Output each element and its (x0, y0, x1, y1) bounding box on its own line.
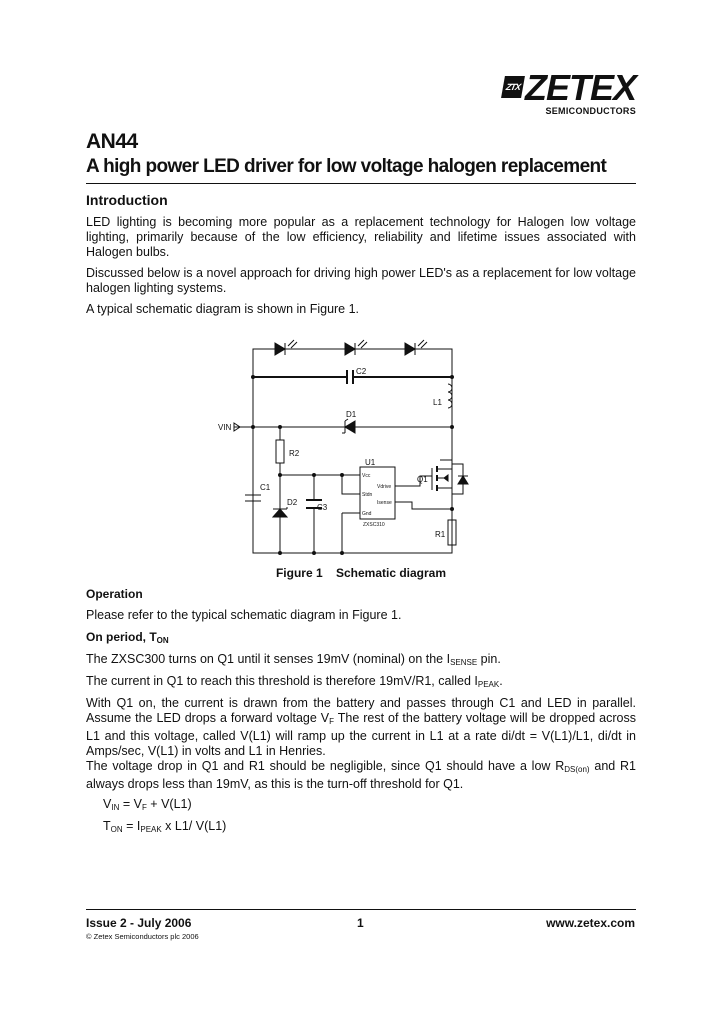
logo-subtitle: SEMICONDUCTORS (545, 106, 636, 116)
pin-isense: Isense (377, 500, 392, 506)
label-vin: VIN (218, 423, 232, 432)
intro-p1: LED lighting is becoming more popular as a replacement technology for Halogen low voltage lighting, primarily because of the low efficiency, reliability and lifetime issues associated with Halogen bulbs. (86, 215, 636, 259)
pin-vcc: Vcc (362, 473, 371, 479)
logo-mark-icon: ZTX (501, 76, 525, 98)
operation-p5: The voltage drop in Q1 and R1 should be negligible, since Q1 should have a low $R_{DS(on)}$ and R1 always drops less than 19mV, as this is the turn-off threshold for Q1. (86, 759, 637, 791)
on-period-heading: On period, $T_{ON}$ (86, 630, 169, 645)
intro-heading: Introduction (86, 192, 168, 208)
operation-p4: With Q1 on, the current is drawn from the battery and passes through C1 and LED in parallel. Assume the LED drops a forward voltage $V_F$ The rest of the battery voltage will be dropped across L1 and this voltage, called V(L1) will ramp up the current in L1 at a rate di/dt = V(L1)/L1, di/dt in Amps/sec, V(L1) in volts and L1 in Henries. (86, 696, 636, 758)
logo-name: ZETEX (524, 67, 636, 108)
pin-vdrive: Vdrive (377, 484, 392, 490)
label-c3: C3 (317, 503, 328, 512)
footer-url[interactable]: www.zetex.com (546, 916, 635, 930)
label-d1: D1 (346, 410, 357, 419)
pin-gnd: Gnd (362, 511, 372, 517)
equation-ton: $T_{ON} = I_{PEAK}$ x L1/ V(L1) (103, 819, 227, 834)
label-l1: L1 (433, 398, 442, 407)
label-q1: Q1 (417, 475, 428, 484)
pin-stdn: Stdn (362, 492, 373, 498)
equation-vin: $V_{IN} = V_F + V(L1)$ (103, 797, 192, 812)
label-u1: U1 (365, 458, 376, 467)
label-d2: D2 (287, 498, 298, 507)
intro-p2: Discussed below is a novel approach for driving high power LED's as a replacement for low voltage halogen lighting systems. (86, 266, 636, 295)
ic-part-number: ZXSC310 (363, 522, 385, 528)
label-r1: R1 (435, 530, 446, 539)
figure-caption: Figure 1 Schematic diagram (275, 566, 447, 580)
operation-p3: The current in Q1 to reach this threshold is therefore 19mV/R1, called $I_{PEAK}$. (86, 674, 503, 689)
operation-p1: Please refer to the typical schematic diagram in Figure 1. (86, 608, 402, 622)
label-c2: C2 (356, 367, 367, 376)
footer-issue: Issue 2 - July 2006 (86, 916, 192, 930)
label-c1: C1 (260, 483, 271, 492)
operation-p2: The ZXSC300 turns on Q1 until it senses 19mV (nominal) on the $I_{SENSE}$ pin. (86, 652, 501, 667)
doc-number: AN44 (86, 130, 138, 153)
footer-divider (86, 909, 636, 910)
footer-copyright: © Zetex Semiconductors plc 2006 (86, 932, 199, 941)
operation-heading: Operation (86, 587, 143, 601)
page-number: 1 (357, 916, 364, 930)
intro-p3: A typical schematic diagram is shown in Figure 1. (86, 302, 360, 316)
label-r2: R2 (289, 449, 300, 458)
doc-title: A high power LED driver for low voltage halogen replacement (86, 156, 607, 177)
